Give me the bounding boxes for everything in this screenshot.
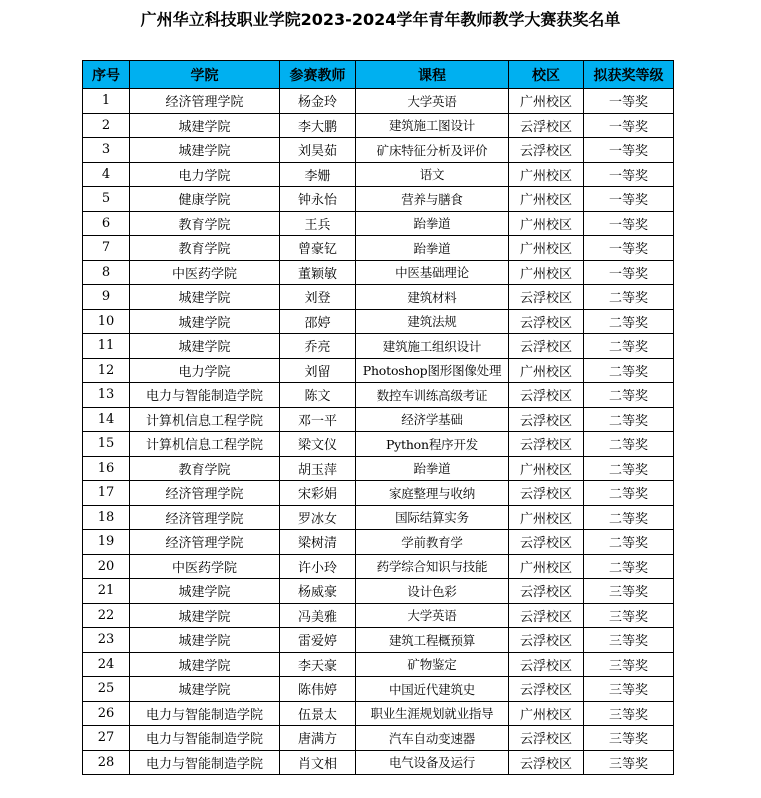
cell-award-level: 二等奖 — [584, 334, 674, 359]
cell-teacher: 杨金玲 — [280, 89, 356, 114]
cell-index: 6 — [83, 211, 130, 236]
cell-course: 经济学基础 — [356, 407, 509, 432]
table-row — [83, 481, 674, 506]
cell-campus: 云浮校区 — [509, 285, 584, 310]
table-row — [83, 211, 674, 236]
cell-course: Python程序开发 — [356, 432, 509, 457]
cell-campus: 云浮校区 — [509, 334, 584, 359]
cell-award-level: 三等奖 — [584, 701, 674, 726]
cell-award-level: 三等奖 — [584, 628, 674, 653]
cell-index: 11 — [83, 334, 130, 359]
cell-index: 21 — [83, 579, 130, 604]
cell-campus: 广州校区 — [509, 456, 584, 481]
cell-award-level: 二等奖 — [584, 554, 674, 579]
cell-college: 健康学院 — [130, 187, 280, 212]
cell-teacher: 乔亮 — [280, 334, 356, 359]
cell-award-level: 二等奖 — [584, 309, 674, 334]
cell-award-level: 一等奖 — [584, 236, 674, 261]
cell-teacher: 梁树清 — [280, 530, 356, 555]
cell-campus: 云浮校区 — [509, 726, 584, 751]
cell-course: 学前教育学 — [356, 530, 509, 555]
cell-course: 建筑材料 — [356, 285, 509, 310]
cell-award-level: 一等奖 — [584, 260, 674, 285]
cell-course: 矿物鉴定 — [356, 652, 509, 677]
cell-teacher: 董颖敏 — [280, 260, 356, 285]
table-row — [83, 309, 674, 334]
cell-college: 城建学院 — [130, 652, 280, 677]
cell-teacher: 李天豪 — [280, 652, 356, 677]
cell-award-level: 三等奖 — [584, 677, 674, 702]
table-row — [83, 677, 674, 702]
cell-campus: 云浮校区 — [509, 407, 584, 432]
cell-teacher: 邵婷 — [280, 309, 356, 334]
cell-index: 22 — [83, 603, 130, 628]
cell-college: 城建学院 — [130, 628, 280, 653]
cell-index: 1 — [83, 89, 130, 114]
cell-award-level: 一等奖 — [584, 211, 674, 236]
cell-index: 16 — [83, 456, 130, 481]
cell-course: 营养与膳食 — [356, 187, 509, 212]
cell-college: 城建学院 — [130, 138, 280, 163]
cell-course: 建筑工程概预算 — [356, 628, 509, 653]
cell-college: 电力与智能制造学院 — [130, 701, 280, 726]
table-row — [83, 407, 674, 432]
cell-index: 23 — [83, 628, 130, 653]
cell-teacher: 胡玉萍 — [280, 456, 356, 481]
cell-college: 经济管理学院 — [130, 481, 280, 506]
table-row — [83, 603, 674, 628]
header-college: 学院 — [130, 61, 280, 89]
cell-teacher: 肖文相 — [280, 750, 356, 775]
table-row — [83, 236, 674, 261]
cell-award-level: 三等奖 — [584, 750, 674, 775]
cell-award-level: 三等奖 — [584, 652, 674, 677]
cell-teacher: 刘留 — [280, 358, 356, 383]
cell-teacher: 冯美雅 — [280, 603, 356, 628]
cell-college: 城建学院 — [130, 579, 280, 604]
cell-teacher: 曾豪钇 — [280, 236, 356, 261]
cell-course: 中国近代建筑史 — [356, 677, 509, 702]
cell-award-level: 二等奖 — [584, 481, 674, 506]
cell-index: 28 — [83, 750, 130, 775]
cell-college: 中医药学院 — [130, 260, 280, 285]
cell-college: 电力与智能制造学院 — [130, 750, 280, 775]
cell-campus: 广州校区 — [509, 260, 584, 285]
cell-index: 17 — [83, 481, 130, 506]
cell-teacher: 伍景太 — [280, 701, 356, 726]
cell-index: 7 — [83, 236, 130, 261]
cell-index: 9 — [83, 285, 130, 310]
cell-award-level: 一等奖 — [584, 89, 674, 114]
cell-award-level: 一等奖 — [584, 187, 674, 212]
cell-index: 12 — [83, 358, 130, 383]
cell-award-level: 二等奖 — [584, 505, 674, 530]
header-teacher: 参赛教师 — [280, 61, 356, 89]
cell-college: 经济管理学院 — [130, 505, 280, 530]
cell-index: 8 — [83, 260, 130, 285]
table-row — [83, 187, 674, 212]
award-table — [82, 60, 674, 775]
cell-college: 计算机信息工程学院 — [130, 407, 280, 432]
cell-award-level: 一等奖 — [584, 113, 674, 138]
cell-course: 大学英语 — [356, 603, 509, 628]
cell-college: 经济管理学院 — [130, 530, 280, 555]
cell-index: 2 — [83, 113, 130, 138]
cell-index: 19 — [83, 530, 130, 555]
cell-campus: 云浮校区 — [509, 750, 584, 775]
cell-college: 城建学院 — [130, 603, 280, 628]
cell-course: 建筑施工图设计 — [356, 113, 509, 138]
cell-campus: 云浮校区 — [509, 628, 584, 653]
table-row — [83, 628, 674, 653]
cell-teacher: 梁文仪 — [280, 432, 356, 457]
cell-award-level: 一等奖 — [584, 138, 674, 163]
cell-teacher: 陈文 — [280, 383, 356, 408]
cell-course: 数控车训练高级考证 — [356, 383, 509, 408]
cell-campus: 云浮校区 — [509, 383, 584, 408]
cell-course: 矿床特征分析及评价 — [356, 138, 509, 163]
table-row — [83, 285, 674, 310]
table-body — [83, 89, 674, 775]
header-course: 课程 — [356, 61, 509, 89]
cell-award-level: 二等奖 — [584, 358, 674, 383]
table-row — [83, 701, 674, 726]
cell-course: 职业生涯规划就业指导 — [356, 701, 509, 726]
table-row — [83, 432, 674, 457]
cell-campus: 云浮校区 — [509, 603, 584, 628]
cell-campus: 广州校区 — [509, 701, 584, 726]
cell-index: 24 — [83, 652, 130, 677]
cell-college: 经济管理学院 — [130, 89, 280, 114]
cell-course: 药学综合知识与技能 — [356, 554, 509, 579]
cell-college: 教育学院 — [130, 456, 280, 481]
table-row — [83, 383, 674, 408]
cell-index: 5 — [83, 187, 130, 212]
cell-campus: 云浮校区 — [509, 579, 584, 604]
table-row — [83, 530, 674, 555]
cell-course: 跆拳道 — [356, 456, 509, 481]
cell-campus: 云浮校区 — [509, 652, 584, 677]
cell-course: 建筑施工组织设计 — [356, 334, 509, 359]
table-row — [83, 138, 674, 163]
cell-college: 电力学院 — [130, 162, 280, 187]
table-row — [83, 113, 674, 138]
cell-campus: 广州校区 — [509, 211, 584, 236]
cell-index: 25 — [83, 677, 130, 702]
cell-award-level: 二等奖 — [584, 383, 674, 408]
cell-course: 家庭整理与收纳 — [356, 481, 509, 506]
table-row — [83, 750, 674, 775]
table-row — [83, 456, 674, 481]
cell-teacher: 宋彩娟 — [280, 481, 356, 506]
cell-index: 15 — [83, 432, 130, 457]
header-index: 序号 — [83, 61, 130, 89]
table-row — [83, 260, 674, 285]
cell-award-level: 一等奖 — [584, 162, 674, 187]
header-award-level: 拟获奖等级 — [584, 61, 674, 89]
cell-college: 城建学院 — [130, 309, 280, 334]
cell-award-level: 二等奖 — [584, 456, 674, 481]
cell-campus: 云浮校区 — [509, 113, 584, 138]
cell-index: 13 — [83, 383, 130, 408]
cell-college: 城建学院 — [130, 334, 280, 359]
table-row — [83, 334, 674, 359]
cell-college: 城建学院 — [130, 677, 280, 702]
cell-course: 设计色彩 — [356, 579, 509, 604]
cell-course: 语文 — [356, 162, 509, 187]
cell-campus: 广州校区 — [509, 236, 584, 261]
cell-course: 建筑法规 — [356, 309, 509, 334]
cell-course: 跆拳道 — [356, 236, 509, 261]
table-row — [83, 726, 674, 751]
cell-teacher: 刘昊茹 — [280, 138, 356, 163]
cell-campus: 云浮校区 — [509, 432, 584, 457]
cell-campus: 广州校区 — [509, 358, 584, 383]
page-title: 广州华立科技职业学院2023-2024学年青年教师教学大赛获奖名单 — [140, 10, 621, 29]
cell-college: 中医药学院 — [130, 554, 280, 579]
cell-campus: 广州校区 — [509, 187, 584, 212]
cell-index: 4 — [83, 162, 130, 187]
cell-campus: 广州校区 — [509, 162, 584, 187]
cell-campus: 云浮校区 — [509, 138, 584, 163]
cell-teacher: 陈伟婷 — [280, 677, 356, 702]
cell-teacher: 雷爱婷 — [280, 628, 356, 653]
cell-course: Photoshop图形图像处理 — [356, 358, 509, 383]
cell-award-level: 二等奖 — [584, 530, 674, 555]
cell-teacher: 邓一平 — [280, 407, 356, 432]
cell-campus: 广州校区 — [509, 554, 584, 579]
cell-college: 城建学院 — [130, 113, 280, 138]
cell-college: 计算机信息工程学院 — [130, 432, 280, 457]
cell-index: 27 — [83, 726, 130, 751]
cell-college: 电力与智能制造学院 — [130, 726, 280, 751]
cell-college: 电力学院 — [130, 358, 280, 383]
cell-award-level: 三等奖 — [584, 726, 674, 751]
table-row — [83, 162, 674, 187]
cell-course: 汽车自动变速器 — [356, 726, 509, 751]
table-row — [83, 554, 674, 579]
cell-index: 14 — [83, 407, 130, 432]
cell-campus: 云浮校区 — [509, 481, 584, 506]
table-row — [83, 505, 674, 530]
cell-index: 20 — [83, 554, 130, 579]
table-row — [83, 652, 674, 677]
cell-campus: 广州校区 — [509, 89, 584, 114]
cell-campus: 云浮校区 — [509, 309, 584, 334]
cell-award-level: 二等奖 — [584, 432, 674, 457]
cell-course: 跆拳道 — [356, 211, 509, 236]
cell-campus: 广州校区 — [509, 505, 584, 530]
cell-award-level: 二等奖 — [584, 285, 674, 310]
cell-index: 18 — [83, 505, 130, 530]
cell-course: 大学英语 — [356, 89, 509, 114]
cell-teacher: 刘登 — [280, 285, 356, 310]
cell-college: 教育学院 — [130, 211, 280, 236]
table-header-row — [83, 61, 674, 89]
cell-teacher: 李大鹏 — [280, 113, 356, 138]
cell-college: 电力与智能制造学院 — [130, 383, 280, 408]
cell-campus: 云浮校区 — [509, 530, 584, 555]
cell-award-level: 二等奖 — [584, 407, 674, 432]
cell-course: 电气设备及运行 — [356, 750, 509, 775]
cell-index: 10 — [83, 309, 130, 334]
cell-teacher: 钟永怡 — [280, 187, 356, 212]
cell-teacher: 王兵 — [280, 211, 356, 236]
cell-index: 26 — [83, 701, 130, 726]
table-row — [83, 579, 674, 604]
table-row — [83, 358, 674, 383]
cell-teacher: 唐满方 — [280, 726, 356, 751]
cell-course: 中医基础理论 — [356, 260, 509, 285]
cell-index: 3 — [83, 138, 130, 163]
cell-award-level: 三等奖 — [584, 603, 674, 628]
table-row — [83, 89, 674, 114]
cell-college: 城建学院 — [130, 285, 280, 310]
cell-campus: 云浮校区 — [509, 677, 584, 702]
cell-teacher: 李姗 — [280, 162, 356, 187]
header-campus: 校区 — [509, 61, 584, 89]
cell-teacher: 许小玲 — [280, 554, 356, 579]
cell-course: 国际结算实务 — [356, 505, 509, 530]
cell-award-level: 三等奖 — [584, 579, 674, 604]
cell-teacher: 杨威豪 — [280, 579, 356, 604]
cell-teacher: 罗冰女 — [280, 505, 356, 530]
cell-college: 教育学院 — [130, 236, 280, 261]
